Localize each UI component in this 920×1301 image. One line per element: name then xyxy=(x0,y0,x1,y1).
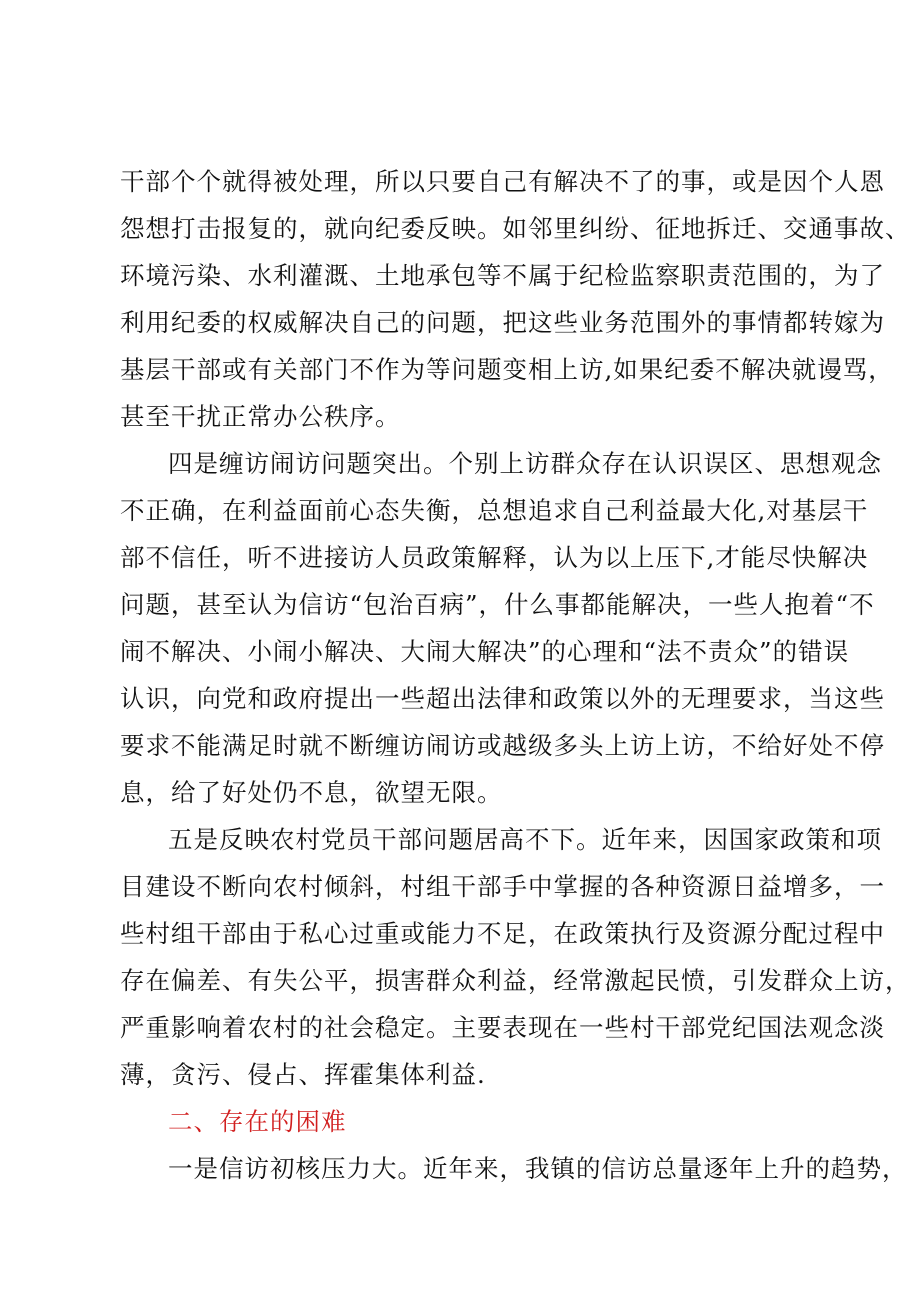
paragraph-2-line-6: 认识，向党和政府提出一些超出法律和政策以外的无理要求，当这些 xyxy=(120,684,885,713)
paragraph-2-line-8: 息，给了好处仍不息，欲望无限。 xyxy=(120,778,503,807)
paragraph-4-line-1: 一是信访初核压力大。近年来，我镇的信访总量逐年上升的趋势， xyxy=(168,1154,908,1183)
paragraph-3-line-5: 严重影响着农村的社会稳定。主要表现在一些村干部党纪国法观念淡 xyxy=(120,1013,885,1042)
paragraph-1-line-3: 环境污染、水利灌溉、土地承包等不属于纪检监察职责范围的，为了 xyxy=(120,261,885,290)
paragraph-2-line-2: 不正确，在利益面前心态失衡，总想追求自己利益最大化,对基层干 xyxy=(120,496,869,525)
paragraph-3-line-4: 存在偏差、有失公平，损害群众利益，经常激起民愤，引发群众上访， xyxy=(120,966,911,995)
paragraph-2-line-4: 问题，甚至认为信访“包治百病”，什么事都能解决，一些人抱着“不 xyxy=(120,590,875,619)
paragraph-1-line-5: 基层干部或有关部门不作为等问题变相上访,如果纪委不解决就谩骂， xyxy=(120,355,894,384)
paragraph-3-line-2: 目建设不断向农村倾斜，村组干部手中掌握的各种资源日益增多，一 xyxy=(120,872,885,901)
paragraph-2-line-3: 部不信任，听不进接访人员政策解释，认为以上压下,才能尽快解决 xyxy=(120,543,869,572)
paragraph-3-line-6: 薄，贪污、侵占、挥霍集体利益. xyxy=(120,1060,486,1089)
paragraph-2-line-1: 四是缠访闹访问题突出。个别上访群众存在认识误区、思想观念 xyxy=(168,449,882,478)
paragraph-1-line-2: 怨想打击报复的，就向纪委反映。如邻里纠纷、征地拆迁、交通事故、 xyxy=(120,214,911,243)
paragraph-1-line-4: 利用纪委的权威解决自己的问题，把这些业务范围外的事情都转嫁为 xyxy=(120,308,885,337)
section-heading: 二、存在的困难 xyxy=(168,1107,347,1136)
paragraph-3-line-3: 些村组干部由于私心过重或能力不足，在政策执行及资源分配过程中 xyxy=(120,919,885,948)
paragraph-1-line-1: 干部个个就得被处理，所以只要自己有解决不了的事，或是因个人恩 xyxy=(120,167,885,196)
paragraph-2-line-7: 要求不能满足时就不断缠访闹访或越级多头上访上访，不给好处不停 xyxy=(120,731,885,760)
paragraph-2-line-5: 闹不解决、小闹小解决、大闹大解决”的心理和“法不责众”的错误 xyxy=(120,637,850,666)
paragraph-3-line-1: 五是反映农村党员干部问题居高不下。近年来，因国家政策和项 xyxy=(168,825,882,854)
paragraph-1-line-6: 甚至干扰正常办公秩序。 xyxy=(120,402,401,431)
